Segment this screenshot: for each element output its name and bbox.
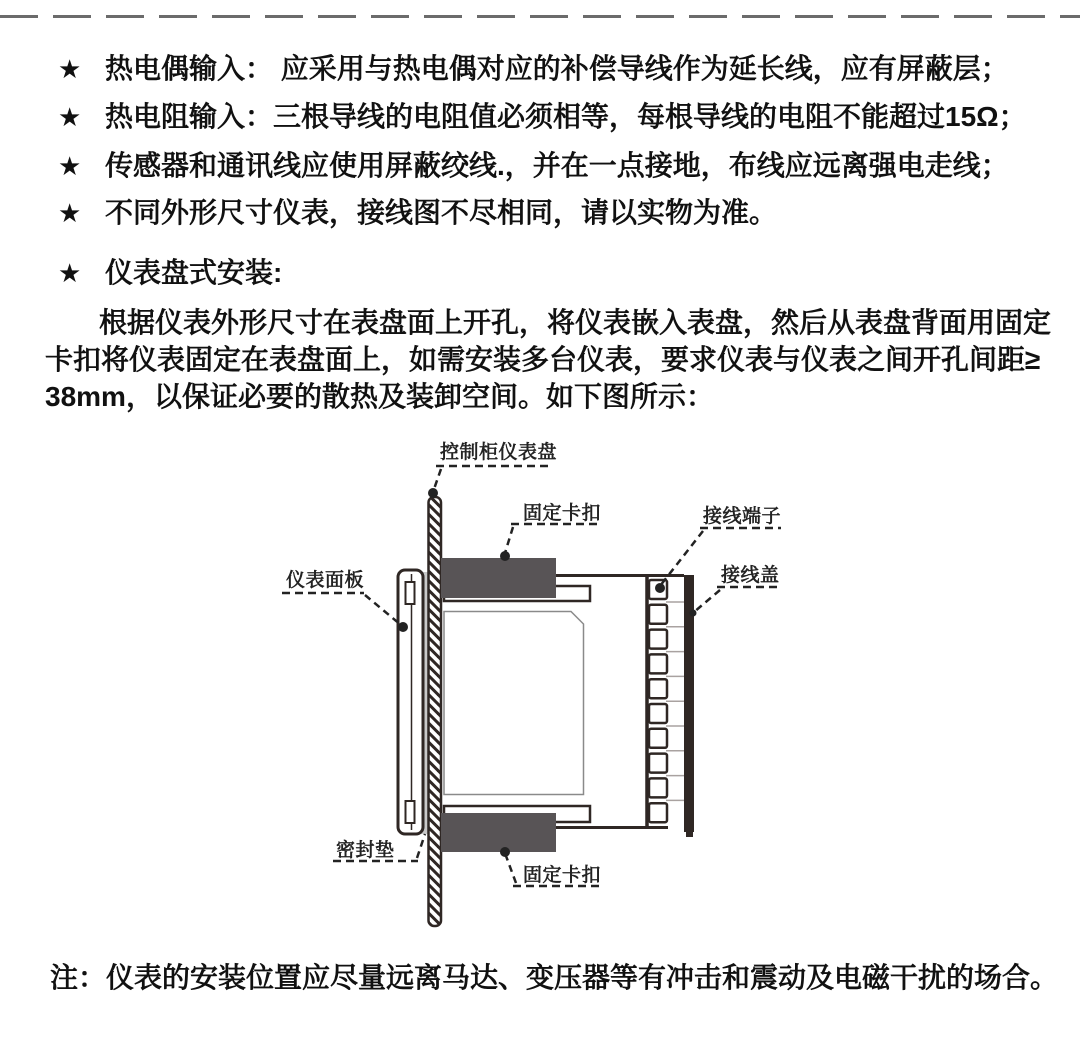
terminal-cells xyxy=(649,580,667,822)
label-instrument-front-panel: 仪表面板 xyxy=(286,570,365,591)
star-icon: ★ xyxy=(58,102,82,132)
terminal-comb-lines xyxy=(666,602,684,800)
panel-wall-shape xyxy=(429,497,442,926)
section-title: 仪表盘式安装: xyxy=(105,257,283,288)
star-icon: ★ xyxy=(58,258,82,288)
label-fixing-clip-top: 固定卡扣 xyxy=(523,503,602,524)
bullet-text: 热电阻输入：三根导线的电阻值必须相等，每根导线的电阻不能超过15Ω； xyxy=(105,101,1027,132)
paragraph-line: 38mm，以保证必要的散热及装卸空间。如下图所示： xyxy=(45,381,714,412)
bullet-text: 传感器和通讯线应使用屏蔽绞线.，并在一点接地，布线应远离强电走线； xyxy=(105,150,1009,181)
front-panel-shape xyxy=(398,570,423,834)
clip-top-shape xyxy=(441,558,556,598)
paragraph-line: 卡扣将仪表固定在表盘面上，如需安装多台仪表，要求仪表与仪表之间开孔间距≥ xyxy=(45,344,1041,375)
star-icon: ★ xyxy=(58,198,82,228)
label-sealing-gasket: 密封垫 xyxy=(336,840,395,861)
clip-bottom-shape xyxy=(441,813,556,852)
label-wiring-cover: 接线盖 xyxy=(721,565,780,586)
label-fixing-clip-bottom: 固定卡扣 xyxy=(523,865,602,886)
star-icon: ★ xyxy=(58,54,82,84)
installation-note: 注：仪表的安装位置应尽量远离马达、变压器等有冲击和震动及电磁干扰的场合。 xyxy=(50,962,1059,993)
label-control-cabinet-panel: 控制柜仪表盘 xyxy=(440,442,558,463)
label-wiring-terminal: 接线端子 xyxy=(703,506,782,527)
bullet-text: 不同外形尺寸仪表，接线图不尽相同，请以实物为准。 xyxy=(105,197,778,228)
paragraph-line: 根据仪表外形尺寸在表盘面上开孔，将仪表嵌入表盘，然后从表盘背面用固定 xyxy=(99,307,1052,338)
bullet-text: 热电偶输入： 应采用与热电偶对应的补偿导线作为延长线，应有屏蔽层； xyxy=(105,53,1009,84)
star-icon: ★ xyxy=(58,151,82,181)
